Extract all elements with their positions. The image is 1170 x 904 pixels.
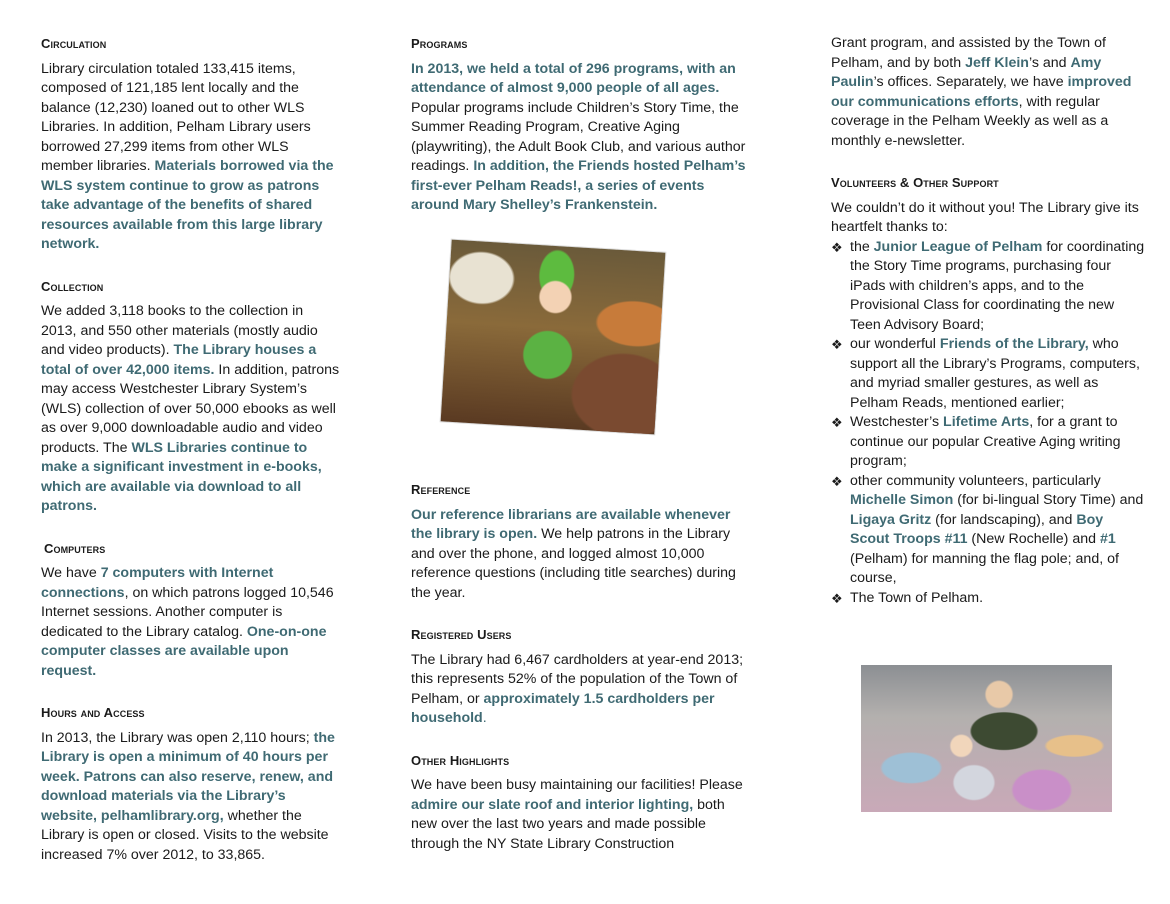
text: Library circulation totaled 133,415 items, composed of 121,185 lent locally and the balance (12,230) loaned out to other WLS Libraries. In addition, Pelham Library users borrowed 27,299 items from other WLS member libraries. — [41, 60, 311, 174]
highlight: Lifetime Arts — [943, 414, 1030, 430]
highlight: Boy Scout Troops #11 — [850, 511, 1104, 547]
heading-computers: Computers — [44, 540, 106, 556]
photo-story-time-children — [861, 665, 1112, 812]
column-left — [41, 34, 341, 887]
section-computers — [41, 539, 341, 682]
highlight: WLS Libraries continue to make a significant investment in e-books, which are available via download to all patrons. — [41, 439, 322, 514]
column-middle — [411, 34, 751, 238]
diamond-bullet-icon: ❖ — [831, 337, 843, 352]
section-other-highlights — [411, 751, 751, 855]
column-right — [831, 34, 1146, 630]
heading-collection: Collection — [41, 278, 104, 294]
heading-reference: Reference — [411, 482, 471, 497]
reference-text — [411, 506, 751, 604]
diamond-bullet-icon: ❖ — [831, 415, 843, 430]
highlight: Friends of the Library, — [939, 336, 1089, 352]
text: ’s and — [1028, 54, 1071, 71]
text: (Pelham) for manning the flag pole; and, of course, — [850, 550, 1119, 586]
heading-programs: Programs — [411, 36, 468, 51]
section-continued — [831, 34, 1146, 151]
section-circulation — [41, 34, 341, 255]
text: . — [482, 710, 487, 726]
text: our wonderful — [850, 336, 940, 352]
highlight: Amy Paulin — [831, 54, 1102, 90]
diamond-bullet-icon: ❖ — [831, 239, 843, 255]
highlight: #1 — [1099, 531, 1116, 547]
text: the — [850, 238, 874, 255]
highlight: improved our communications efforts — [831, 74, 1132, 110]
section-hours — [41, 703, 341, 865]
continued-text — [831, 34, 1146, 151]
computers-text — [41, 564, 341, 681]
circulation-text — [41, 60, 341, 255]
section-collection — [41, 277, 341, 517]
highlight: admire our slate roof and interior lighting, — [411, 796, 694, 813]
text: We added 3,118 books to the collection in 2013, and 550 other materials (mostly audio and video products). — [41, 303, 318, 358]
other-text — [411, 776, 751, 854]
section-registered-users — [411, 625, 751, 729]
programs-text — [411, 60, 751, 216]
highlight: 7 computers with Internet connections — [41, 565, 274, 601]
collection-text — [41, 302, 341, 517]
highlight: The Library houses a total of over 42,000 items. — [41, 342, 317, 378]
text: , with regular coverage in the Pelham Weekly as well as a monthly e-newsletter. — [831, 93, 1109, 149]
text: for coordinating the Story Time programs, purchasing four iPads with children’s apps, and to the Provisional Class for coordinating the new Teen Advisory Board; — [850, 238, 1145, 333]
highlight: In addition, the Friends hosted Pelham’s first-ever Pelham Reads!, a series of events around Mary Shelley’s Frankenstein. — [411, 158, 746, 213]
highlight: approximately 1.5 cardholders per household — [411, 690, 715, 726]
text: whether the Library is open or closed. Visits to the website increased 7% over 2012, to 33,865. — [41, 807, 329, 863]
list-item — [831, 589, 1146, 609]
highlight: Michelle Simon — [850, 492, 954, 508]
text: In 2013, the Library was open 2,110 hours; — [41, 729, 314, 746]
highlight: Junior League of Pelham — [873, 238, 1043, 255]
diamond-bullet-icon: ❖ — [831, 473, 843, 489]
section-volunteers — [831, 173, 1146, 608]
volunteers-intro: We couldn’t do it without you! The Library give its heartfelt thanks to: — [831, 199, 1139, 235]
section-programs — [411, 34, 751, 216]
text: (for landscaping), and — [931, 511, 1077, 528]
text: (for bi-lingual Story Time) and — [953, 492, 1144, 508]
column-middle-lower — [411, 480, 751, 876]
highlight: In 2013, we held a total of 296 programs, with an attendance of almost 9,000 people of all ages. — [411, 60, 736, 96]
thanks-list — [831, 238, 1146, 609]
list-item — [831, 335, 1146, 413]
text: other community volunteers, particularly — [850, 472, 1101, 489]
text: who support all the Library’s Programs, computers, and myriad smaller gestures, as well as Pelham Reads, mentioned earlier; — [850, 336, 1140, 411]
highlight: Our reference librarians are available whenever the library is open. — [411, 506, 731, 542]
highlight: Materials borrowed via the WLS system continue to grow as patrons take advantage of the benefits of shared resources available from this large library network. — [41, 158, 334, 252]
registered-text — [411, 651, 751, 729]
text: , for a grant to continue our popular Creative Aging writing program; — [850, 414, 1121, 469]
heading-circulation: Circulation — [41, 36, 107, 51]
text: We have — [41, 565, 101, 581]
photo-child-face-painting — [441, 240, 666, 435]
text: both new over the last two years and made possible through the NY State Library Construction — [411, 796, 725, 852]
text: The Library had 6,467 cardholders at year-end 2013; this represents 52% of the population of the Town of Pelham, or — [411, 651, 744, 707]
heading-hours: Hours and Access — [41, 705, 145, 720]
text: In addition, patrons may access Westchester Library System’s (WLS) collection of over 50,000 ebooks as well as over 9,000 downloadable audio and video products. The — [41, 361, 340, 456]
text: We have been busy maintaining our facilities! Please — [411, 777, 743, 793]
text: Popular programs include Children’s Story Time, the Summer Reading Program, Creative Aging (playwriting), the Adult Book Club, and various author readings. — [411, 99, 746, 174]
hours-text — [41, 729, 341, 866]
heading-registered-users: Registered Users — [411, 627, 512, 642]
list-item — [831, 413, 1146, 472]
list-item — [831, 238, 1146, 336]
heading-other-highlights: Other Highlights — [411, 752, 510, 768]
highlight: Jeff Klein — [965, 54, 1029, 71]
text: The Town of Pelham. — [850, 589, 984, 606]
highlight: One-on-one computer classes are available upon request. — [41, 623, 327, 679]
text: Grant program, and assisted by the Town of Pelham, and by both — [831, 35, 1106, 71]
heading-volunteers: Volunteers & Other Support — [831, 175, 999, 190]
text: (New Rochelle) and — [967, 531, 1100, 547]
text: ’s offices. Separately, we have — [873, 74, 1068, 90]
text: , on which patrons logged 10,546 Internet sessions. Another computer is dedicated to the Library catalog. — [41, 584, 334, 640]
text: We help patrons in the Library and over the phone, and logged almost 10,000 reference questions (including title searches) during the year. — [411, 526, 736, 601]
diamond-bullet-icon: ❖ — [831, 590, 843, 606]
highlight: Ligaya Gritz — [850, 511, 932, 528]
highlight: the Library is open a minimum of 40 hours per week. Patrons can also reserve, renew, and download materials via the Library’s website, pelhamlibrary.org, — [41, 729, 335, 824]
section-reference — [411, 480, 751, 603]
list-item — [831, 472, 1146, 589]
text: Westchester’s — [850, 414, 944, 430]
